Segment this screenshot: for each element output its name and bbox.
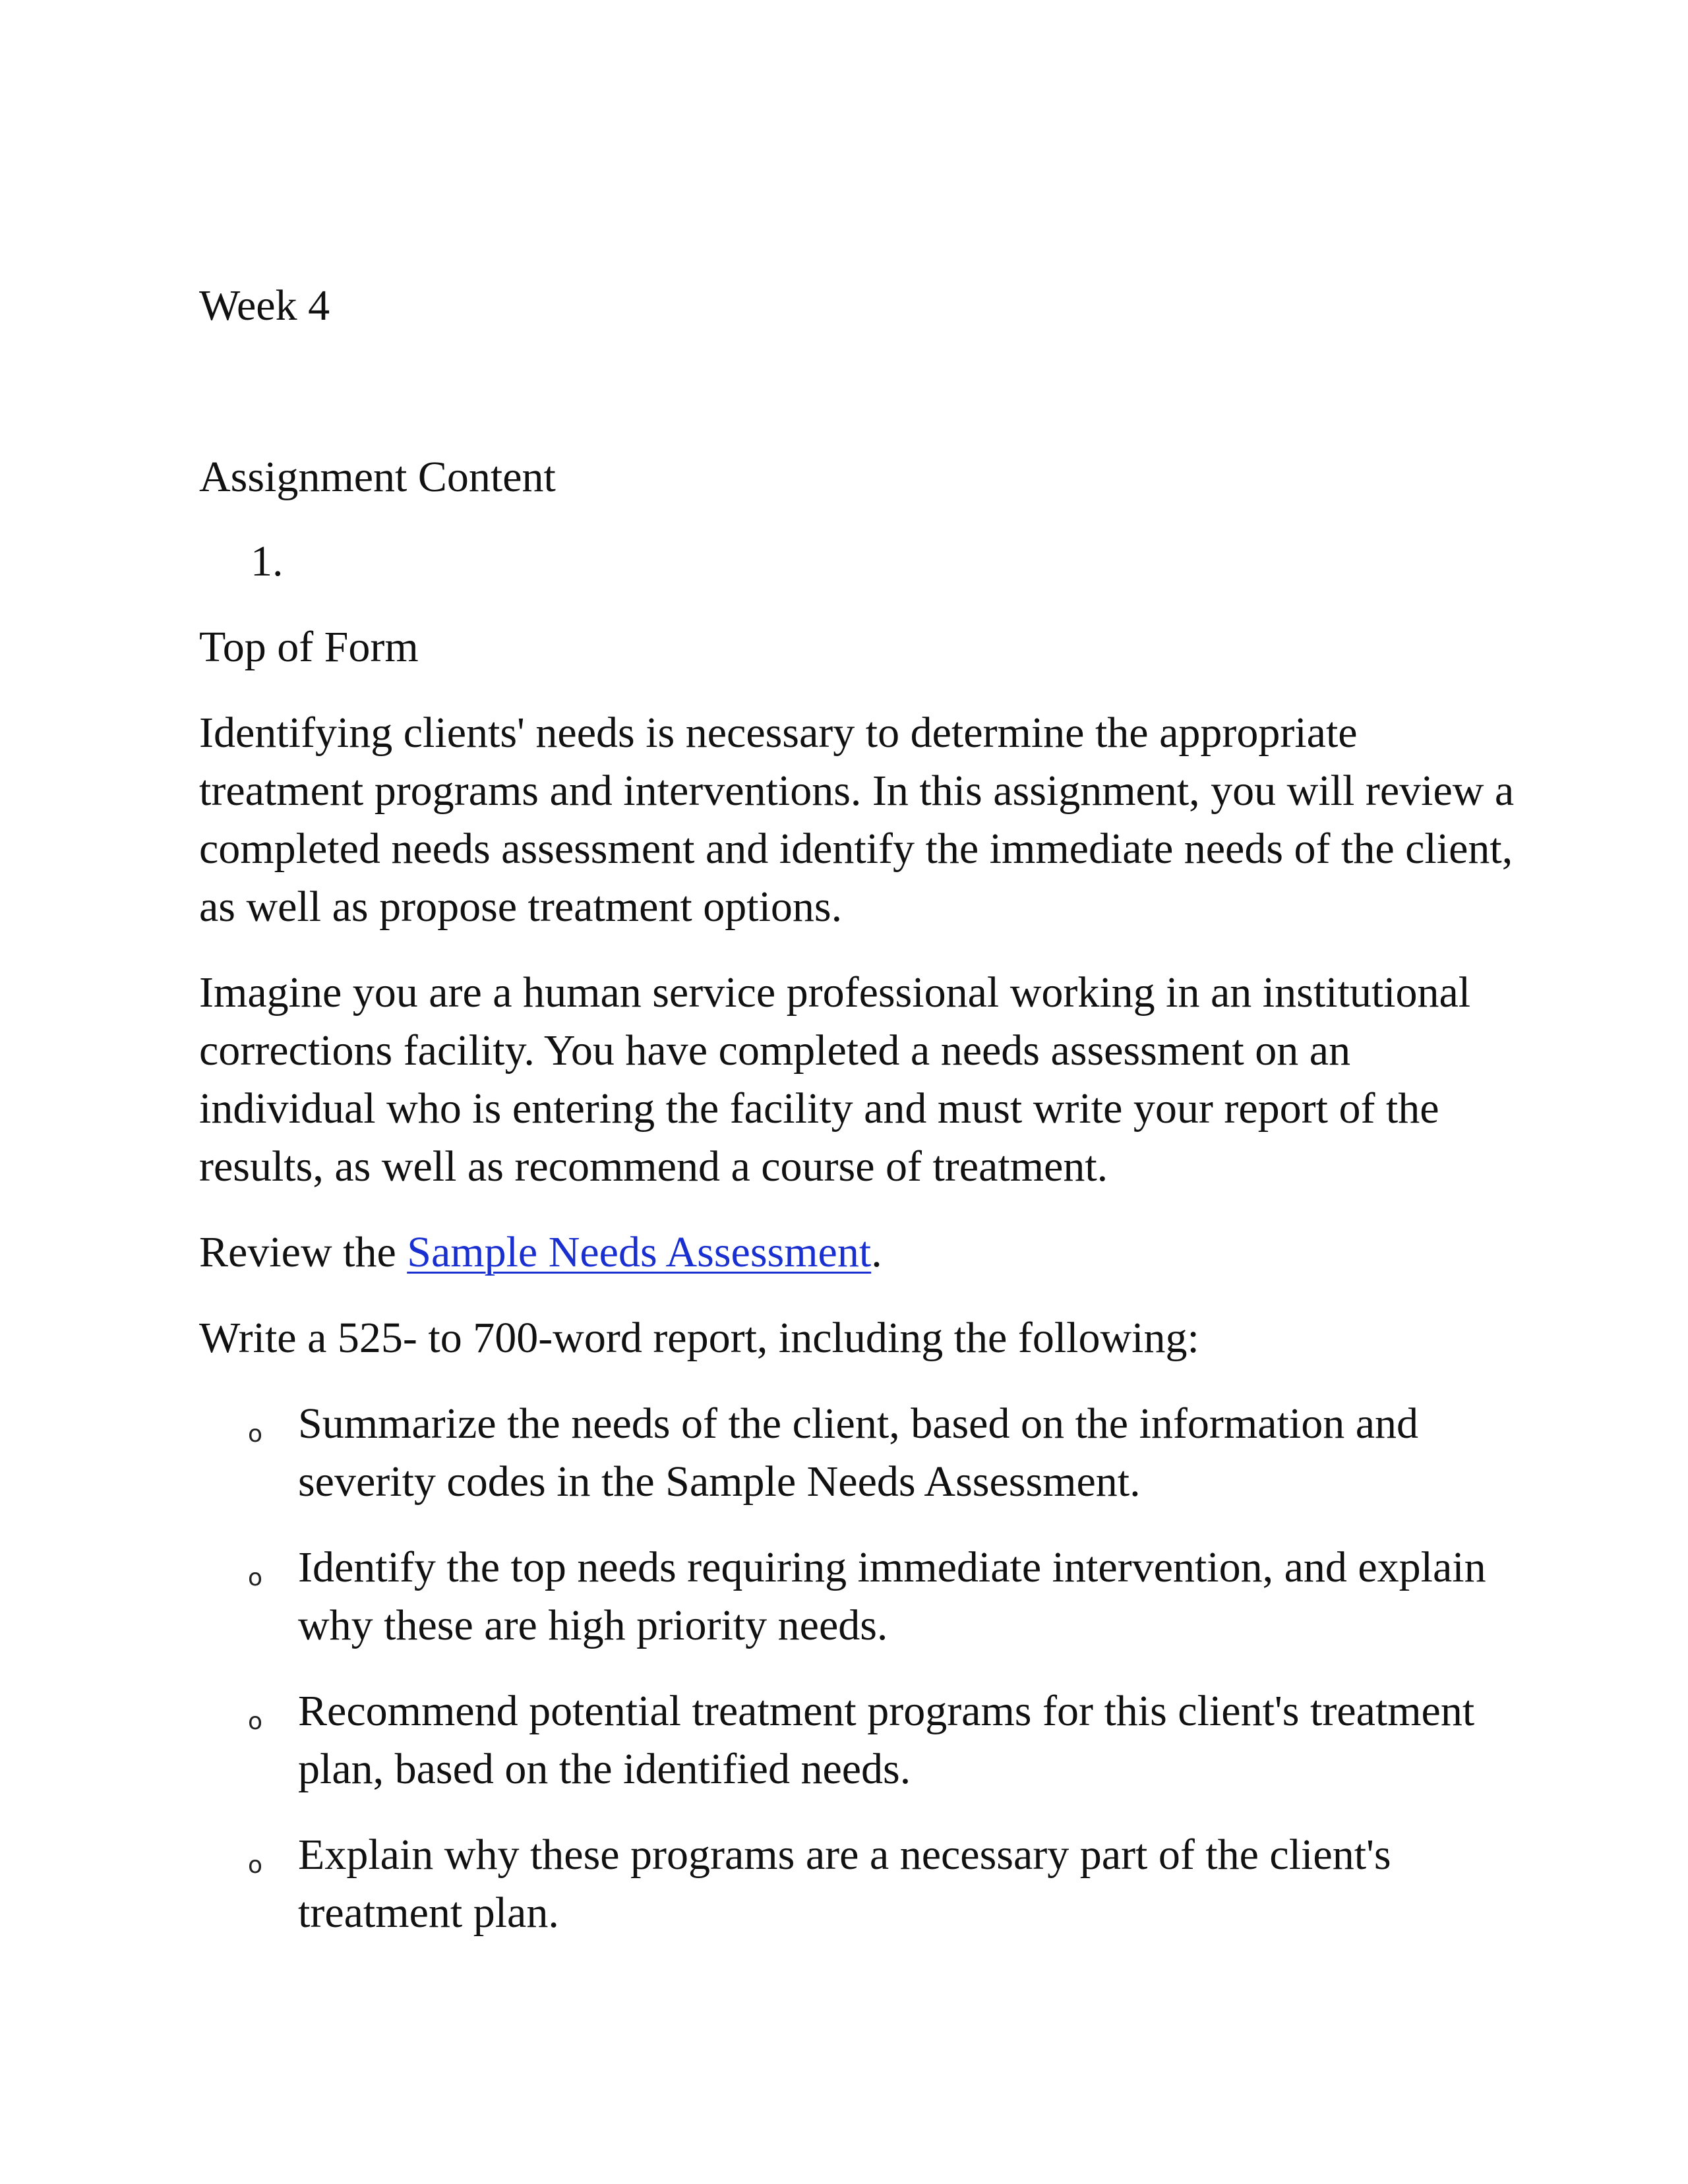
bullet-icon: o <box>248 1421 263 1448</box>
sample-needs-assessment-link[interactable]: Sample Needs Assessment <box>407 1228 872 1276</box>
scenario-paragraph: Imagine you are a human service professional working in an institutional corrections facility. You have completed a needs assessment on an individual who is entering the facility and must write your report of the results, as well as recommend a course of treatment. <box>199 968 1471 1191</box>
assignment-title: Assignment Content <box>199 453 556 501</box>
list-item-text: Identify the top needs requiring immediate intervention, and explain why these are high priority needs. <box>298 1543 1486 1649</box>
list-item-text: Recommend potential treatment programs for this client's treatment plan, based on the identified needs. <box>298 1687 1475 1793</box>
requirements-list <box>199 1395 1518 1942</box>
bullet-icon: o <box>248 1852 263 1879</box>
bullet-icon: o <box>248 1564 263 1591</box>
document-content <box>199 277 1518 1970</box>
review-line <box>199 1224 1518 1282</box>
review-prefix: Review the <box>199 1228 407 1276</box>
write-instruction: Write a 525- to 700-word report, including the following: <box>199 1314 1199 1362</box>
intro-paragraph: Identifying clients' needs is necessary to determine the appropriate treatment programs and interventions. In this assignment, you will review a completed needs assessment and identify the immediate needs of the client, as well as propose treatment options. <box>199 709 1515 931</box>
list-item-text: Summarize the needs of the client, based on the information and severity codes in the Sample Needs Assessment. <box>298 1400 1418 1506</box>
list-item-text: Explain why these programs are a necessary part of the client's treatment plan. <box>298 1831 1391 1937</box>
week-heading: Week 4 <box>199 281 330 330</box>
list-item <box>199 1682 1518 1798</box>
review-suffix: . <box>871 1228 882 1276</box>
top-of-form-label: Top of Form <box>199 623 419 671</box>
list-item <box>199 1395 1518 1511</box>
list-number: 1. <box>251 537 284 585</box>
bullet-icon: o <box>248 1708 263 1735</box>
list-item <box>199 1826 1518 1942</box>
list-item <box>199 1539 1518 1655</box>
